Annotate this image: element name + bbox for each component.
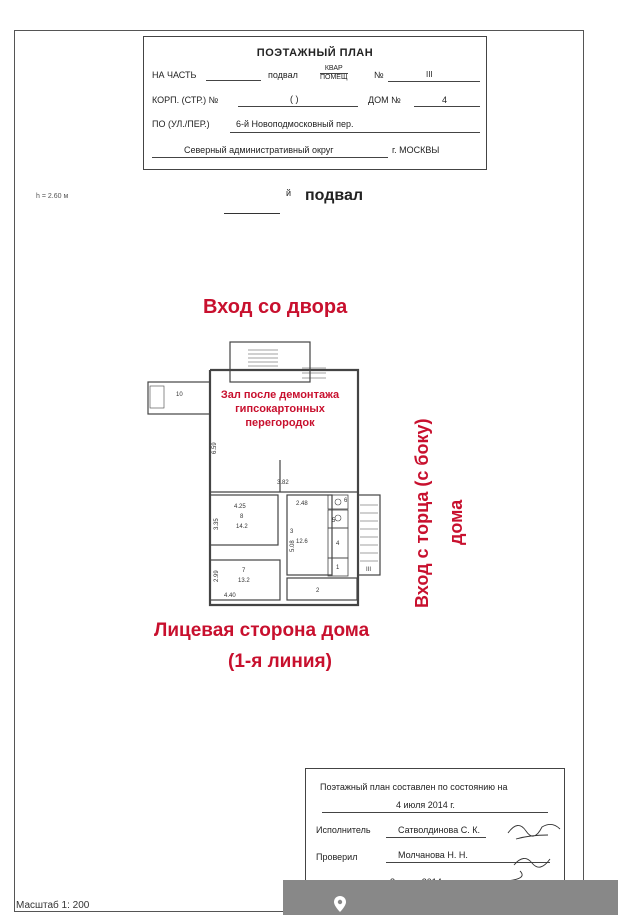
side-stair-enclosure (358, 495, 380, 575)
room-10-number: 10 (176, 392, 183, 398)
dim-3-82: 3.82 (277, 480, 289, 486)
stamp-date1: 4 июля 2014 г. (396, 800, 455, 810)
dim-4-40: 4.40 (224, 593, 236, 599)
number-underline (388, 81, 480, 82)
front-side-sublabel: (1-я линия) (228, 651, 332, 672)
floor-number-underline (224, 213, 280, 214)
room-10-outline (148, 382, 210, 414)
room-2-outline (287, 578, 357, 600)
room-3-number: 3 (290, 529, 294, 535)
korp-label: КОРП. (СТР.) № (152, 95, 219, 105)
street-underline (230, 132, 480, 133)
korp-value: ( ) (290, 94, 299, 104)
floor-plan-drawing (140, 330, 390, 610)
dim-5-08: 5.08 (290, 540, 296, 552)
floor-label: подвал (305, 187, 364, 204)
street-value: 6-й Новоподмосковный пер. (236, 119, 354, 129)
scale-label: Масштаб 1: 200 (16, 900, 90, 911)
courtyard-entrance-label: Вход со двора (203, 296, 348, 318)
side-stair-steps (360, 505, 378, 561)
stamp-intro: Поэтажный план составлен по состоянию на (320, 782, 508, 792)
plan-title: ПОЭТАЖНЫЙ ПЛАН (256, 47, 374, 59)
korp-underline (238, 106, 358, 107)
street-label: ПО (УЛ./ПЕР.) (152, 119, 210, 129)
performer-label: Исполнитель (316, 825, 371, 835)
room-4-number: 4 (336, 541, 340, 547)
height-note: h = 2.60 м (36, 193, 69, 200)
part-value: подвал (268, 70, 298, 80)
room-3-area: 12.6 (296, 539, 308, 545)
dom-label: ДОМ № (368, 95, 401, 105)
room-6-number: 6 (344, 498, 348, 504)
dim-2-99: 2.99 (214, 570, 220, 582)
performer-underline (386, 837, 486, 838)
dim-6-59: 6.59 (212, 442, 218, 454)
room-7-number: 7 (242, 568, 246, 574)
district-text: Северный административный округ (184, 145, 334, 155)
dim-3-35: 3.35 (214, 518, 220, 530)
number-sign: № (374, 70, 384, 80)
front-side-label: Лицевая сторона дома (154, 620, 370, 641)
room-8-outline (210, 495, 278, 545)
top-stair-steps (248, 350, 326, 378)
fixture-circle (335, 515, 341, 521)
dim-4-25: 4.25 (234, 504, 246, 510)
floor-superscript: й (286, 188, 292, 198)
room-5-number: 5 (332, 518, 336, 524)
hall-note-line3: перегородок (245, 417, 315, 429)
dim-2-48: 2.48 (296, 501, 308, 507)
hall-note-line1: Зал после демонтажа (220, 389, 340, 401)
kvar-label: КВАР ПОМЕЩ (320, 65, 348, 81)
dom-value: 4 (442, 95, 448, 105)
fixture-circle (335, 499, 341, 505)
hall-note-line2: гипсокартонных (235, 403, 325, 415)
room-3-outline (287, 495, 332, 575)
title-block (143, 36, 487, 170)
part-label: НА ЧАСТЬ (152, 70, 197, 80)
signature-drawing (496, 813, 566, 883)
side-entrance-sublabel: дома (446, 499, 466, 545)
approval-stamp (305, 768, 565, 898)
room-8-area: 14.2 (236, 524, 248, 530)
room-5-outline (328, 510, 348, 528)
room-10-hatch (150, 386, 164, 408)
part-underline (206, 80, 261, 81)
checker-label: Проверил (316, 852, 358, 862)
room-1-number: 1 (336, 565, 340, 571)
room-2-number: 2 (316, 588, 320, 594)
room-8-number: 8 (240, 514, 244, 520)
side-entrance-label: Вход с торца (с боку) (412, 418, 432, 608)
district-underline (152, 157, 388, 158)
room-7-area: 13.2 (238, 578, 250, 584)
location-pin-icon[interactable] (333, 895, 347, 913)
performer-name: Сатволдинова С. К. (398, 825, 480, 835)
checker-name: Молчанова Н. Н. (398, 850, 468, 860)
city-text: г. МОСКВЫ (392, 145, 440, 155)
number-value: III (426, 70, 433, 79)
side-stair-label: III (366, 567, 372, 573)
dom-underline (414, 106, 480, 107)
